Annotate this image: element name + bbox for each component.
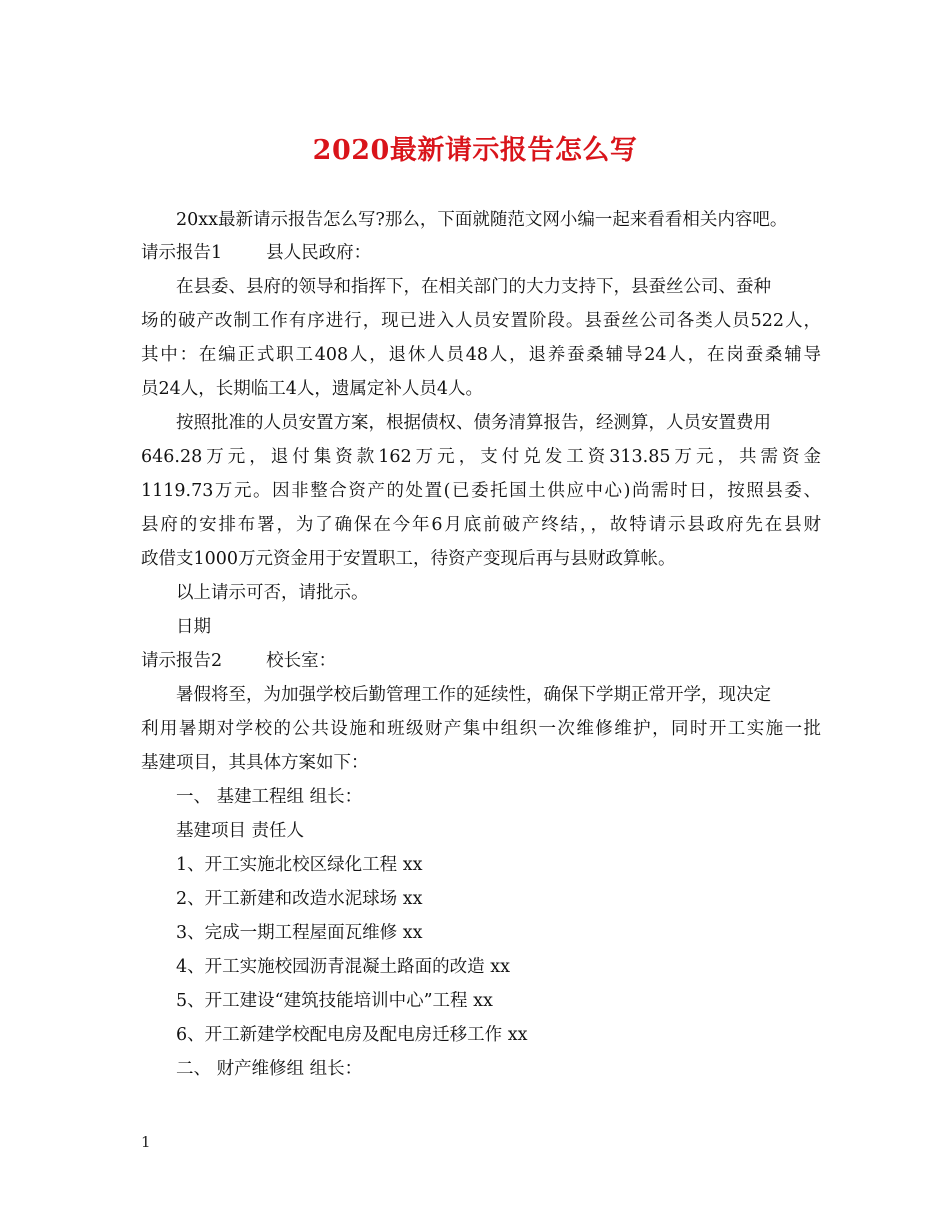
report1-p2-line: 按照批准的人员安置方案，根据债权、债务清算报告，经测算，人员安置费用 xyxy=(176,413,771,433)
project-item: 2、开工新建和改造水泥球场 xx xyxy=(176,889,423,909)
report2-heading xyxy=(141,649,821,673)
report1-addressee: 县人民政府： xyxy=(266,243,372,263)
report2-label: 请示报告2 xyxy=(141,651,223,671)
report1-p1-line: 员24人，长期临工4人，遗属定补人员4人。 xyxy=(141,379,484,399)
report1-closing: 以上请示可否，请批示。 xyxy=(176,583,369,603)
project-item: 3、完成一期工程屋面瓦维修 xx xyxy=(176,923,423,943)
report1-p2-line: 646.28万元，退付集资款162万元，支付兑发工资313.85万元，共需资金 xyxy=(141,447,821,467)
table-header: 基建项目 责任人 xyxy=(176,821,305,841)
project-item: 4、开工实施校园沥青混凝土路面的改造 xx xyxy=(176,957,510,977)
report1-p2-line: 县府的安排布署，为了确保在今年6月底前破产终结，，故特请示县政府先在县财 xyxy=(141,515,821,535)
project-item: 6、开工新建学校配电房及配电房迁移工作 xx xyxy=(176,1025,528,1045)
project-item: 1、开工实施北校区绿化工程 xx xyxy=(176,855,423,875)
report2-p1-line: 基建项目，其具体方案如下： xyxy=(141,753,369,773)
intro-paragraph: 20xx最新请示报告怎么写?那么，下面就随范文网小编一起来看看相关内容吧。 xyxy=(176,210,788,230)
report1-label: 请示报告1 xyxy=(141,243,223,263)
report1-p1-line: 场的破产改制工作有序进行，现已进入人员安置阶段。县蚕丝公司各类人员522人， xyxy=(141,311,821,331)
report2-p1-line: 利用暑期对学校的公共设施和班级财产集中组织一次维修维护，同时开工实施一批 xyxy=(141,719,821,739)
page-number: 1 xyxy=(141,1133,151,1151)
document-title: 2020最新请示报告怎么写 xyxy=(312,135,638,166)
section-heading-construction: 一、 基建工程组 组长： xyxy=(176,787,363,807)
report1-p1-line: 其中：在编正式职工408人，退休人员48人，退养蚕桑辅导24人，在岗蚕桑辅导 xyxy=(141,345,821,365)
report1-p2-line: 政借支1000万元资金用于安置职工，待资产变现后再与县财政算帐。 xyxy=(141,549,676,569)
section-heading-maintenance: 二、 财产维修组 组长： xyxy=(176,1059,363,1079)
report1-date: 日期 xyxy=(176,617,211,637)
report1-p2-line: 1119.73万元。因非整合资产的处置(已委托国土供应中心)尚需时日，按照县委、 xyxy=(141,481,821,501)
project-item: 5、开工建设“建筑技能培训中心”工程 xx xyxy=(176,991,493,1011)
report1-heading xyxy=(141,241,821,265)
report2-p1-line: 暑假将至，为加强学校后勤管理工作的延续性，确保下学期正常开学，现决定 xyxy=(176,685,771,705)
report1-p1-line: 在县委、县府的领导和指挥下，在相关部门的大力支持下，县蚕丝公司、蚕种 xyxy=(176,277,771,297)
report2-addressee: 校长室： xyxy=(266,651,337,671)
